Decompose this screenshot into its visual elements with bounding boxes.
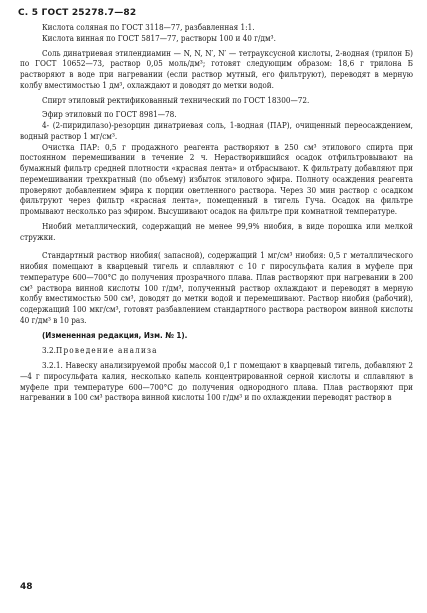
amendment-label: (Измененная редакция, Изм. № 1). [42, 330, 188, 340]
paragraph: Очистка ПАР: 0,5 г продажного реагента растворяют в 250 см³ этилового спирта при постоянном перемешивании в течение 2 ч. Нерастворившийся осадок отфильтровывают на бумажный фильтр средней плотности «красная лента» и отбрасывают. К фильтрату добавляют при перемешивании трехкратный (по объему) избыток этилового эфира. Полноту осаждения реагента проверяют добавлением эфира к порции оветленного раствора. Через 30 мин раствор с осадком фильтруют через фильтр «красная лента», помещенный в тигель Гуча. Осадок на фильтре промывают несколько раз эфиром. Высушивают осадок на фильтре при комнатной температуре. [20, 141, 413, 216]
section-heading [20, 345, 413, 356]
paragraph: 3.2.1. Навеску анализируемой пробы массой 0,1 г помещают в кварцевый тигель, добавляют 2—4 г пиросульфата калия, несколько капель концентрированной серной кислоты и сплавляют в муфеле при температуре 600—700°С до получения однородного плава. Плав растворяют при нагревании в 100 см³ раствора винной кислоты 100 г/дм³ и по охлаждении переводят раствор в [20, 360, 413, 403]
paragraph: Кислота винная по ГОСТ 5817—77, растворы 100 и 40 г/дм³. [42, 32, 276, 43]
section-number: 3.2. [42, 345, 56, 356]
paragraph: 4- (2-пиридилазо)-резорцин динатриевая соль, 1-водная (ПАР), очищенный переосаждением, водный раствор 1 мг/см³. [20, 120, 413, 141]
paragraph: Соль динатриевая этилендиамин — N, N, N′, N′ — тетрауксусной кислоты, 2-водная (трилон Б) по ГОСТ 10652—73, раствор 0,05 моль/дм³; готовят следующим образом: 18,6 г трилона Б растворяют в воде при нагревании (если раствор мутный, его фильтруют), переводят в мерную колбу вместимостью 1 дм³, охлаждают и доводят до метки водой. [20, 47, 413, 90]
body-text [20, 22, 413, 403]
running-header: С. 5 ГОСТ 25278.7—82 [18, 8, 137, 18]
paragraph: Спирт этиловый ректификованный технический по ГОСТ 18300—72. [42, 94, 310, 105]
page-number: 48 [20, 582, 33, 592]
paragraph: Ниобий металлический, содержащий не менее 99,9% ниобия, в виде порошка или мелкой стружки. [20, 220, 413, 242]
paragraph: Кислота соляная по ГОСТ 3118—77, разбавленная 1:1. [42, 22, 255, 32]
paragraph: Эфир этиловый по ГОСТ 8981—78. [42, 109, 177, 120]
amendment-note [20, 330, 413, 342]
paragraph: Стандартный раствор ниобия( запасной), содержащий 1 мг/см³ ниобия: 0,5 г металлического ниобия помещают в кварцевый тигель и сплавляют с 10 г пиросульфата калия в муфеле при температуре 600—700°С до получения прозрачного плава. Плав растворяют при нагревании в 200 см³ раствора винной кислоты 100 г/дм³, полученный раствор охлаждают и переводят в мерную колбу вместимостью 500 см³, доводят до метки водой и перемешивают. Раствор ниобия (рабочий), содержащий 100 мкг/см³, готовят разбавлением стандартного раствора раствором винной кислоты 40 г/дм³ в 10 раз. [20, 250, 413, 325]
section-title: Проведение анализа [55, 345, 158, 356]
